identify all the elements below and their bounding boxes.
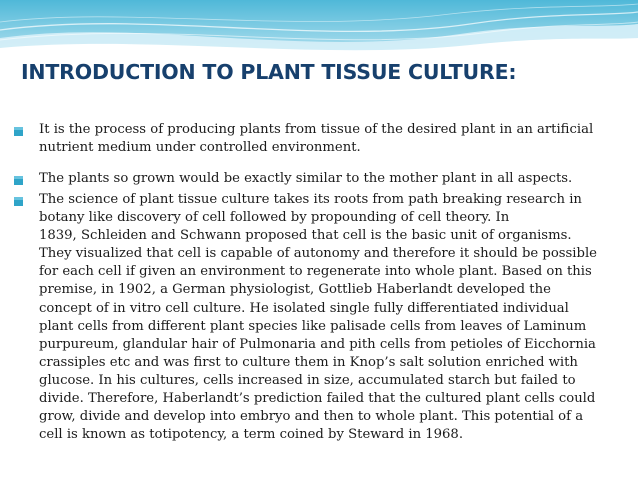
header-wave-decoration <box>0 0 638 62</box>
text-line: divide. Therefore, Haberlandt’s prediction failed that the cultured plant cells could <box>39 391 596 407</box>
bullet-text <box>39 170 619 188</box>
text-line: cell is known as totipotency, a term coined by Steward in 1968. <box>39 427 464 443</box>
text-line: premise, in 1902, a German physiologist, Gottlieb Haberlandt developed the <box>39 282 551 298</box>
bullet-marker-icon <box>14 197 23 206</box>
text-line: glucose. In his cultures, cells increased in size, accumulated starch but failed to <box>39 372 576 388</box>
text-line: for each cell if given an environment to regenerate into whole plant. Based on this <box>39 264 592 280</box>
text-line: botany like discovery of cell followed by propounding of cell theory. In <box>39 210 510 226</box>
text-line: 1839, Schleiden and Schwann proposed that cell is the basic unit of organisms. <box>39 228 572 244</box>
bullet-text <box>39 191 619 444</box>
text-line: purpureum, glandular hair of Pulmonaria and pith cells from petioles of Eicchornia <box>39 336 596 352</box>
text-line: The science of plant tissue culture takes its roots from path breaking research in <box>39 192 582 207</box>
bullet-marker-icon <box>14 127 23 136</box>
text-line: crassiples etc and was first to culture them in Knop’s salt solution enriched with <box>39 354 578 370</box>
text-line: nutrient medium under controlled environment. <box>39 140 361 156</box>
page-title: INTRODUCTION TO PLANT TISSUE CULTURE: <box>21 60 517 84</box>
text-line: concept of in vitro cell culture. He isolated single fully differentiated individual <box>39 300 569 316</box>
text-line: They visualized that cell is capable of autonomy and therefore it should be possible <box>39 246 597 262</box>
text-line: It is the process of producing plants from tissue of the desired plant in an artificial <box>39 122 594 137</box>
text-line: grow, divide and develop into embryo and then to whole plant. This potential of a <box>39 409 584 425</box>
bullet-text <box>39 121 619 157</box>
text-line: The plants so grown would be exactly similar to the mother plant in all aspects. <box>39 171 573 186</box>
text-line: plant cells from different plant species like palisade cells from leaves of Laminum <box>39 318 587 334</box>
bullet-marker-icon <box>14 176 23 185</box>
